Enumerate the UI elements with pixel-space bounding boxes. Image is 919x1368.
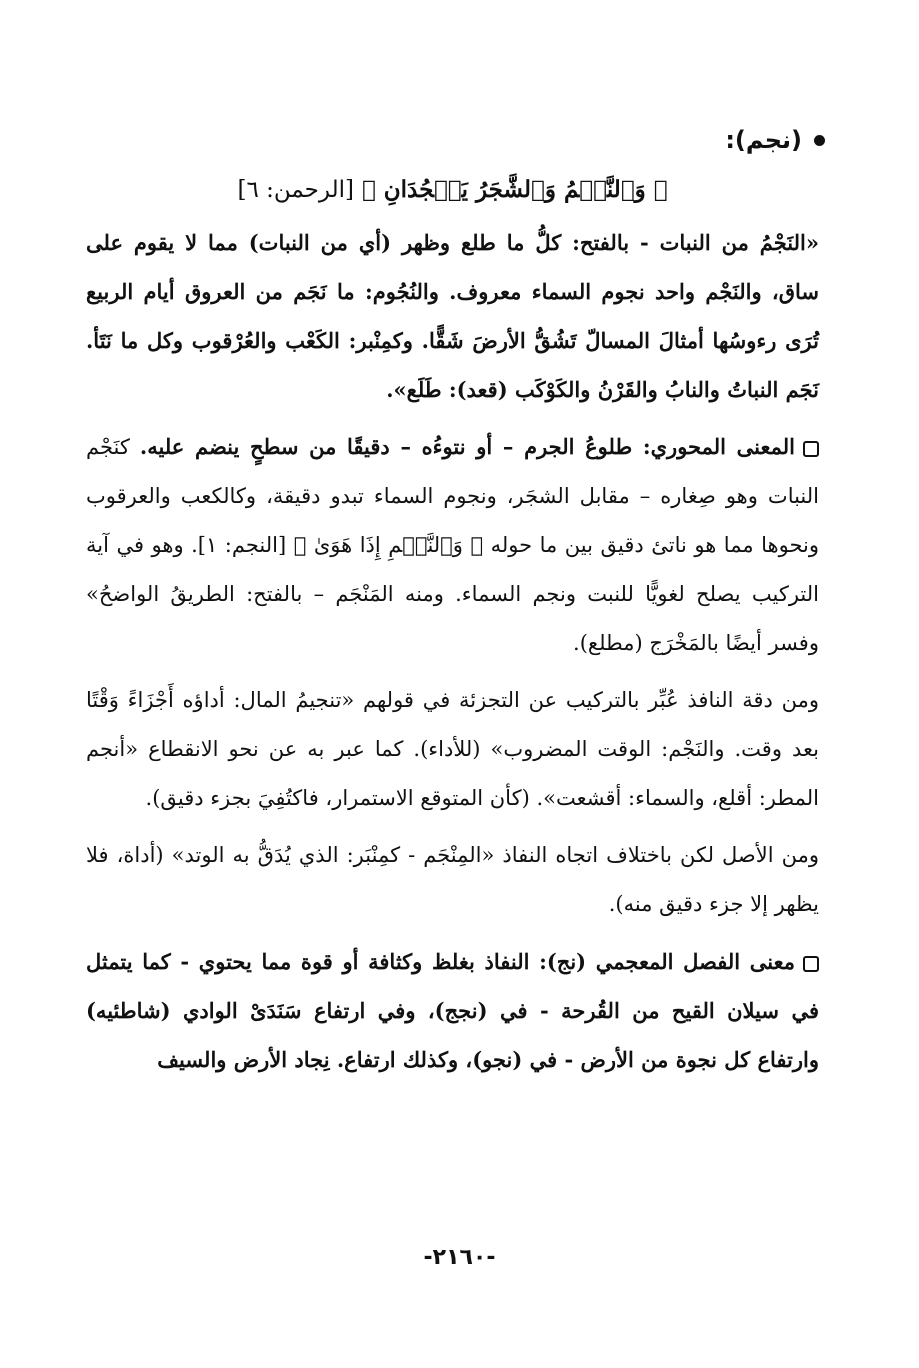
paragraph-lexicon: [86, 218, 819, 414]
checkbox-square-icon: [803, 441, 819, 457]
paragraph-division: [86, 676, 819, 823]
page-number: -٢١٦٠-: [423, 1245, 496, 1270]
verse-reference: [الرحمن: ٦]: [237, 177, 354, 203]
entry-title: (نجم):: [725, 126, 802, 154]
page-body: [86, 118, 819, 1092]
paragraph-text: كنَجْم النبات وهو صِغاره – مقابل الشجَر، ونجوم السماء تبدو دقيقة، وكالكعب والعرقوب ونحوها مما هو ناتئ دقيق بين ما حوله ﴿ وَٱلنَّجۡمِ إِذَا هَوَىٰ ﴾ [النجم: ١]. وهو في آية التركيب يصلح لغويًّا للنبت ونجم السماء. ومنه المَنْجَم – بالفتح: الطريقُ الواضحُ» وفسر أيضًا بالمَخْرَج (مطلع).: [86, 435, 819, 655]
checkbox-square-icon: [803, 956, 819, 972]
paragraph-lexical-chapter: [86, 937, 819, 1084]
paragraph-text: «النَجْمُ من النبات - بالفتح: كلُّ ما طلع وظهر (أي من النبات) مما لا يقوم على ساق، والنَجْم واحد نجوم السماء معروف. والنُجُوم: ما نَجَم من العروق أيام الربيع تُرَى رءوسُها أمثالَ المسالّ تَشُقُّ الأرضَ شَقًّا. وكمِنْبر: الكَعْب والعُرْقوب وكل ما نَتَأ. نَجَم النباتُ والنابُ والقَرْنُ والكَوْكَب (قعد): طَلَع».: [86, 230, 819, 402]
paragraph-origin: [86, 831, 819, 929]
verse-text: ﴿ وَٱلنَّجۡمُ وَٱلشَّجَرُ يَسۡجُدَانِ ﴾: [361, 176, 668, 203]
paragraph-text: ومن الأصل لكن باختلاف اتجاه النفاذ «المِنْجَم - كمِنْبَر: الذي يُدَقُّ به الوتد» (أداة، فلا يظهر إلا جزء دقيق منه).: [86, 843, 819, 916]
quran-verse: [86, 162, 819, 218]
paragraph-core-meaning: [86, 422, 819, 668]
paragraph-text: معنى الفصل المعجمي (نج): النفاذ بغلظ وكثافة أو قوة مما يحتوي - كما يتمثل في سيلان القيح من القُرحة - في (نجج)، وفي ارتفاع سَنَدَىْ الوادي (شاطئيه) وارتفاع كل نجوة من الأرض - في (نجو)، وكذلك ارتفاع. نِجاد الأرض والسيف: [86, 949, 819, 1072]
bullet-icon: [814, 135, 825, 146]
entry-heading: [86, 118, 825, 162]
paragraph-text: ومن دقة النافذ عُبِّر بالتركيب عن التجزئة في قولهم «تنجيمُ المال: أداؤه أَجْزَاءً وَقْتًا بعد وقت. والنَجْم: الوقت المضروب» (للأداء). كما عبر به عن نحو الانقطاع «أنجم المطر: أقلع، والسماء: أقشعت». (كأن المتوقع الاستمرار، فاكتُفِيَ بجزء دقيق).: [86, 688, 819, 810]
paragraph-lead: المعنى المحوري: طلوعُ الجرم – أو نتوءُه – دقيقًا من سطحٍ ينضم عليه.: [139, 434, 796, 459]
